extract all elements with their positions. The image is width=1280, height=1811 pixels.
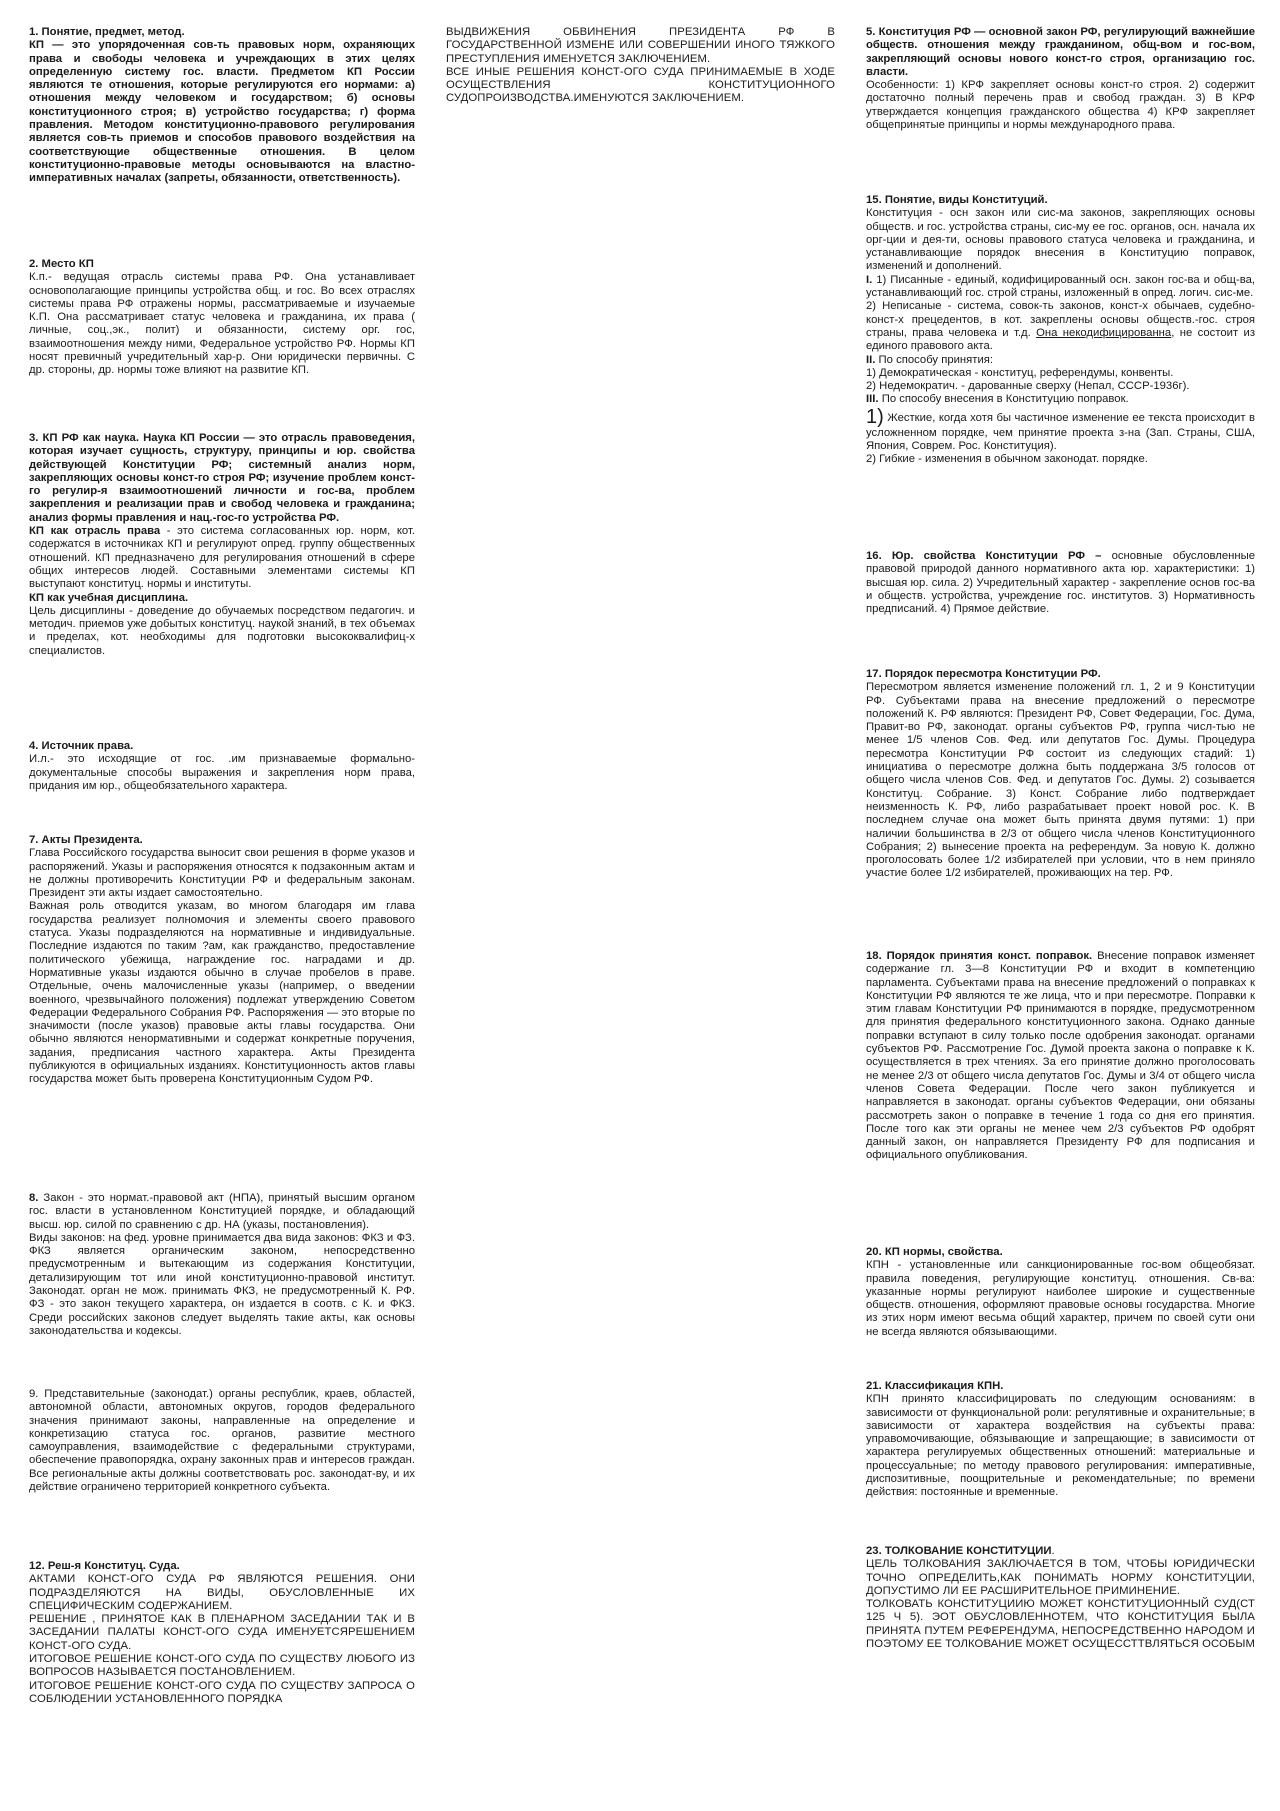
section-15 <box>866 194 1255 467</box>
section-heading: 3. КП РФ как наука. Наука КП России — это отрасль правоведения, которая изучает сущность, структуру, принципы и юр. свойства действующей Конституции РФ; системный анализ норм, закрепляющих основы конст-го строя РФ; изучение проблем конст-го регулир-я взаимоотношений личности и гос-ва, проблем закрепления и реализации прав и свобод человека и гражданина; анализ формы правления и нац.-гос-го устройства РФ. <box>29 432 415 524</box>
section-paragraph <box>29 1192 415 1232</box>
section-heading: 12. Реш-я Конституц. Суда. <box>29 1560 180 1572</box>
underlined-text: Она некодифицированна <box>1036 326 1172 339</box>
section-heading: 2. Место КП <box>29 258 94 270</box>
section-20 <box>866 1246 1255 1339</box>
section-paragraph: 2) Гибкие - изменения в обычном законодат. порядке. <box>866 453 1148 466</box>
inline-bold: 23. ТОЛКОВАНИЕ КОНСТИТУЦИИ <box>866 1545 1052 1557</box>
section-paragraph <box>866 950 1255 1163</box>
inline-text: , не состоит из единого правового акта. <box>866 326 1255 353</box>
section-heading: 20. КП нормы, свойства. <box>866 1246 1003 1258</box>
large-numeral: 1) <box>866 405 884 428</box>
section-paragraph: ВСЕ ИНЫЕ РЕШЕНИЯ КОНСТ-ОГО СУДА ПРИНИМАЕМЫЕ В ХОДЕ ОСУЩЕСТВЛЕНИЯ КОНСТИТУЦИОННОГО СУДОПРОИЗВОДСТВА.ИМЕНУЮТСЯ ЗАКЛЮЧЕНИЕМ. <box>446 65 835 105</box>
section-heading: 4. Источник права. <box>29 740 134 752</box>
section-paragraph: ТОЛКОВАТЬ КОНСТИТУЦИИЮ МОЖЕТ КОНСТИТУЦИОННЫЙ СУД(СТ 125 Ч 5). ЭОТ ОБУСЛОВЛЕННОТЕМ, ЧТО КОНСТИТУЦИЯ БЫЛА ПРИНЯТА ПУТЕМ РЕФЕРЕНДУМА, НЕПОСРЕДСТВЕННО НАРОДОМ И ПОЭТОМУ ЕЕ ТОЛКОВАНИЕ МОЖЕТ ОСУЩЕССТТВЛЯТЬСЯ ОСОБЫМ <box>866 1598 1255 1651</box>
inline-bold: 8. <box>29 1192 39 1204</box>
section-text: И.л.- это исходящие от гос. .им признаваемые формально-документальные способы выражения и закрепления норм права, придания им юр., общеобязательного характера. <box>29 753 415 792</box>
section-heading: 17. Порядок пересмотра Конституции РФ. <box>866 668 1101 680</box>
subsection-heading: КП как учебная дисциплина. <box>29 591 189 604</box>
inline-text: По способу принятия: <box>875 353 994 366</box>
section-paragraph: Важная роль отводится указам, во многом благодаря им глава государства реализует полномочия и элементы своего правового статуса. Указы подразделяются на нормативные и индивидуальные. Последние издаются по таким ?ам, как гражданство, предоставление политического убежища, награждение гос. наградами и др. Нормативные указы издаются обычно в случае пробелов в праве. Отдельные, очень малочисленные указы (например, о введении военного, чрезвычайного положения) подлежат утверждению Советом Федерации Федерального Собрания РФ. Распоряжения — это вторые по значимости (после указов) правовые акты главы государства. Они обычно являются ненормативными и содержат конкретные поручения, задания, предписания частного характера. Акты Президента публикуются в официальных изданиях. Конституционность актов главы государства может быть проверена Конституционным Судом РФ. <box>29 900 415 1086</box>
section-5 <box>866 26 1255 132</box>
inline-text: - это система согласованных юр. норм, кот. содержатся в источниках КП и регулируют опред. группу общественных отношений. КП предназначено для регулирования отношений в сфере общих интересов людей. Составными элементами системы КП выступают конституц. нормы и институты. <box>29 525 415 591</box>
section-text: Цель дисциплины - доведение до обучаемых посредством педагогич. и методич. приемов уже добытых конституц. наукой знаний, в тех объемах и пределах, кот. необходимы для подготовки высококвалифиц-х специалистов. <box>29 604 415 657</box>
section-paragraph <box>866 407 1255 454</box>
section-7 <box>29 834 415 1087</box>
section-heading-line <box>866 1545 1255 1558</box>
section-paragraph: АКТАМИ КОНСТ-ОГО СУДА РФ ЯВЛЯЮТСЯ РЕШЕНИЯ. ОНИ ПОДРАЗДЕЛЯЮТСЯ НА ВИДЫ, ОБУСЛОВЛЕННЫЕ ИХ СПЕЦИФИЧЕСКИМ СОДЕРЖАНИЕМ. <box>29 1573 415 1612</box>
section-paragraph: ИТОГОВОЕ РЕШЕНИЕ КОНСТ-ОГО СУДА ПО СУЩЕСТВУ ЗАПРОСА О СОБЛЮДЕНИИ УСТАНОВЛЕННОГО ПОРЯДКА <box>29 1679 415 1705</box>
section-12-continued <box>446 26 835 106</box>
section-2 <box>29 258 415 378</box>
inline-text: Внесение поправок изменяет содержание гл. 3—8 Конституции РФ и входит в компетенцию парламента. Субъектами права на внесение предложений о поправках к Конституции РФ являются те же лица, что и при пересмотре. Поправки к этим главам Конституции РФ принимаются в порядке, предусмотренном для принятия федерального конституционного закона. Однако данные поправки вступают в силу только после одобрения законодат. органами субъектов РФ. Рассмотрение Гос. Думой проекта закона о поправке к К. осуществляется в трех чтениях. За его принятие должно проголосовать не менее 2/3 от общего числа депутатов Гос. Думы и 3/4 от общего числа членов Совета Федерации. После чего закон публикуется и направляется в законодат. органы субъектов Федерации, они обязаны рассмотреть закон о поправке в течение 1 года со дня его принятия. После того как эти органы не менее чем 2/3 субъектов РФ одобрят данный закон, он направляется Президенту РФ для подписания и официального опубликования. <box>866 950 1255 1162</box>
section-8 <box>29 1192 415 1338</box>
roman-numeral: II. <box>866 353 876 366</box>
section-text: К.п.- ведущая отрасль системы права РФ. Она устанавливает основополагающие принципы устройства общ. и гос. Во всех отраслях системы права РФ отражены нормы, рассматриваемые и изучаемые К.П. Она рассматривает статус человека и гражданина, их права ( личные, соц.,эк., полит) и обязанности, систему орг. гос, взаимоотношения между ними, Федеральное устройство РФ. Нормы КП носят превичный учредительный хар-р. Они юридически первичны. С др. стороны, др. нормы тоже влияют на развитие КП. <box>29 271 415 377</box>
section-text: КП — это упорядоченная сов-ть правовых норм, охраняющих права и свободы человека и учреждающих в этих целях определенную систему гос. власти. Предметом КП России являются те отношения, которые регулируются его нормами: а) отношения между человеком и государством; б) основы конституционного строя; в) устройство государства; г) форма правления. Методом конституционно-правового регулирования является сов-ть приемов и способов правового воздействия на соответствующие общественные отношения. В целом конституционно-правовые методы основываются на властно-императивных началах (запреты, обязанности, ответственность). <box>29 39 415 185</box>
section-text: КПН принято классифицировать по следующим основаниям: в зависимости от функциональной роли: регулятивные и охранительные; в зависимости от характера воздействия на субъекты права: управомочивающие, обязывающие и запрещающие; в зависимости от характера регулируемых общественных отношений: материальные и процессуальные; по методу правового регулирования: императивные, диспозитивные, поощрительные и рекомендательные; по времени действия: постоянные и временные. <box>866 1393 1255 1499</box>
section-paragraph: ИТОГОВОЕ РЕШЕНИЕ КОНСТ-ОГО СУДА ПО СУЩЕСТВУ ЛЮБОГО ИЗ ВОПРОСОВ НАЗЫВАЕТСЯ ПОСТАНОВЛЕНИЕМ. <box>29 1653 415 1679</box>
roman-numeral: I. <box>866 273 873 286</box>
section-12 <box>29 1560 415 1706</box>
section-heading: 5. Конституция РФ — основной закон РФ, регулирующий важнейшие обществ. отношения между гражданином, общ-вом и гос-вом, закрепляющий основы нового конст-го строя, организацию гос. власти. <box>866 26 1255 78</box>
inline-text: Закон - это нормат.-правовой акт (НПА), принятый высшим органом гос. власти в установленном Конституцией порядке, и обладающий высш. юр. силой по сравнению с др. НА (указы, постановления). <box>29 1192 415 1231</box>
inline-bold: 18. Порядок принятия конст. поправок. <box>866 950 1093 962</box>
section-paragraph: ЦЕЛЬ ТОЛКОВАНИЯ ЗАКЛЮЧАЕТСЯ В ТОМ, ЧТОБЫ ЮРИДИЧЕСКИ ТОЧНО ОПРЕДЕЛИТЬ,КАК ПОНИМАТЬ НОРМУ КОНСТИТУЦИИ, ДОПУСТИМО ЛИ ЕЕ РАСШИРИТЕЛЬНОЕ ПРИМИНЕНИЕ. <box>866 1558 1255 1597</box>
section-heading: 15. Понятие, виды Конституций. <box>866 194 1048 206</box>
inline-text: 2) Неписаные - система, совок-ть законов, конст-х обычаев, судебно-конст-х прецедентов, в кот. закреплены основы обществ.-гос. строя страны, права человека и т.д. <box>866 300 1255 339</box>
inline-text: основные обусловленные правовой природой данного нормативного акта юр. характеристики: 1) высшая юр. сила. 2) Учредительный характер - закрепление основ гос-ва и обществ. устройства, учреждение гос. институтов. 3) Нормативность предписаний. 4) Прямое действие. <box>866 550 1256 616</box>
section-23 <box>866 1545 1255 1651</box>
section-paragraph <box>866 393 1255 406</box>
section-heading: 21. Классификация КПН. <box>866 1380 1004 1392</box>
inline-text: . <box>1051 1545 1055 1557</box>
section-text: 9. Представительные (законодат.) органы республик, краев, областей, автономной области, автономных округов, городов федерального значения принимают законы, направленные на определение и конкретизацию статуса гос. органов, развитие местного самоуправления, взаимодействие с федеральными структурами, обеспечение правопорядка, охрану законных прав и интересов граждан. Все региональные акты должны соответствовать рос. законодат-ву, и их действие ограничено территорией конкретного субъекта. <box>29 1388 415 1494</box>
inline-text: Жесткие, когда хотя бы частичное изменение ее текста происходит в усложненном порядке, чем принятие проекта з-на (Зап. Страны, США, Япония, Соврем. Рос. Конституция). <box>866 411 1255 453</box>
section-paragraph <box>866 274 1255 301</box>
section-paragraph <box>866 354 1255 367</box>
inline-text: По способу внесения в Конституцию поправок. <box>878 393 1129 406</box>
section-text: КПН - установленные или санкционированные гос-вом общеобязат. правила поведения, регулирующие конституц. отношения. Св-ва: указанные нормы регулируют наиболее широкие и существенные обществ. отношения, оформляют правовые основы государства. Многие из этих норм имеют весьма общий характер, причем по своей сути они не всегда являются обязывающими. <box>866 1259 1255 1338</box>
section-18 <box>866 950 1255 1163</box>
section-paragraph <box>866 550 1255 616</box>
section-text: Пересмотром является изменение положений гл. 1, 2 и 9 Конституции РФ. Субъектами права на внесение предложений о пересмотре положений К. РФ являются: Президент РФ, Совет Федерации, Гос. Дума, Правит-во РФ, законодат. органы субъектов РФ, группа числ-тью не менее 1/5 членов Сов. Фед. или депутатов Гос. Думы. Процедура пересмотра Конституции РФ состоит из следующих стадий: 1) инициатива о пересмотре должна быть поддержана 3/5 голосов от общего числа членов Сов. Фед. и депутатов Гос. Думы. 2) созывается Конституц. Собрание. 3) Конст. Собрание либо подтверждает неизменность К. РФ, либо разрабатывает проект новой рос. К. В последнем случае она может быть принята двумя путями: 1) при наличии большинства в 2/3 от общего числа членов Конституционного Собрания; 2) вынесение проекта на референдум. За новую К. должно проголосовать более 1/2 избирателей при условии, что в нем приняло участие более 1/2 избирателей, проживающих на тер. РФ. <box>866 681 1255 880</box>
section-paragraph <box>29 525 415 591</box>
section-16 <box>866 550 1255 616</box>
inline-text: 1) Писанные - единый, кодифицированный осн. закон гос-ва и общ-ва, устанавливающий гос. строй страны, изложенный в опред. логич. сис-ме. <box>866 273 1255 300</box>
inline-bold: 16. Юр. свойства Конституции РФ – <box>866 550 1102 562</box>
section-21 <box>866 1380 1255 1500</box>
section-17 <box>866 668 1255 881</box>
section-paragraph: Конституция - осн закон или сис-ма законов, закрепляющих основы обществ. и гос. устройства страны, сис-му ее гос. органов, осн. начала их орг-ции и дея-ти, основы правового статуса человека и гражданина, и устанавливающие порядок внесения в Конституцию поправок, изменений и дополнений. <box>866 207 1255 273</box>
section-3 <box>29 432 415 658</box>
roman-numeral: III. <box>866 393 879 406</box>
section-4 <box>29 740 415 793</box>
section-1 <box>29 26 415 186</box>
section-paragraph: Глава Российского государства выносит свои решения в форме указов и распоряжений. Указы и распоряжения относятся к подзаконным актам и не должны противоречить Конституции РФ и федеральным законам. Президент эти акты издает самостоятельно. <box>29 847 415 900</box>
section-heading: 7. Акты Президента. <box>29 834 143 846</box>
section-paragraph: ВЫДВИЖЕНИЯ ОБВИНЕНИЯ ПРЕЗИДЕНТА РФ В ГОСУДАРСТВЕННОЙ ИЗМЕНЕ ИЛИ СОВЕРШЕНИИ ИНОГО ТЯЖКОГО ПРЕСТУПЛЕНИЯ ИМЕНУЕТСЯ ЗАКЛЮЧЕНИЕМ. <box>446 26 835 65</box>
section-paragraph: Виды законов: на фед. уровне принимается два вида законов: ФКЗ и ФЗ. ФКЗ является органическим законом, непосредственно предусмотренным и вытекающим из содержания Конституции, детализирующим тот или иной конституционно-правовой институт. Законодат. орган не мож. принимать ФКЗ, не предусмотренный К. РФ. ФЗ - это закон текущего характера, он издается в соотв. с К. и ФКЗ. Среди российских законов следует выделять такие акты, как основы законодательства и кодексы. <box>29 1231 415 1337</box>
section-heading: 1. Понятие, предмет, метод. <box>29 26 185 38</box>
section-paragraph: РЕШЕНИЕ , ПРИНЯТОЕ КАК В ПЛЕНАРНОМ ЗАСЕДАНИИ ТАК И В ЗАСЕДАНИИ ПАЛАТЫ КОНСТ-ОГО СУДА ИМЕНУЕТСЯРЕШЕНИЕМ КОНСТ-ОГО СУДА. <box>29 1613 415 1652</box>
section-paragraph <box>866 300 1255 353</box>
section-9 <box>29 1388 415 1494</box>
section-text: Особенности: 1) КРФ закрепляет основы конст-го строя. 2) содержит достаточно полный перечень прав и свобод граждан. 3) В КРФ утверждается концепция гражданского общества 4) КРФ закрепляет общепринятые принципы и нормы международного права. <box>866 79 1255 132</box>
section-paragraph: 2) Недемократич. - дарованные сверху (Непал, СССР-1936г). <box>866 380 1190 393</box>
section-paragraph: 1) Демократическая - конституц, референдумы, конвенты. <box>866 366 1174 379</box>
inline-bold: КП как отрасль права <box>29 525 161 538</box>
